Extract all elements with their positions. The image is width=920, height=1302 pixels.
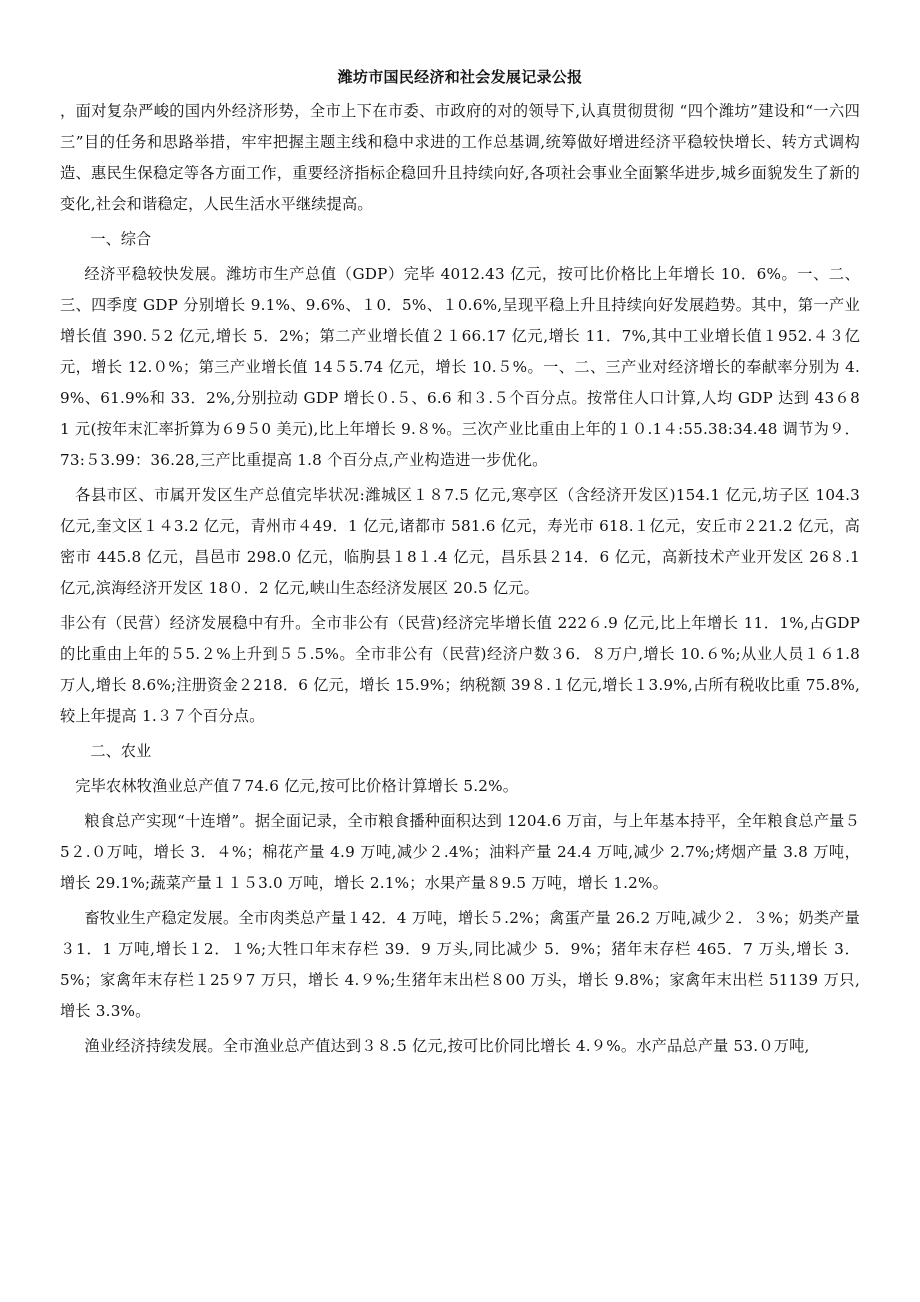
intro-paragraph: ，面对复杂严峻的国内外经济形势，全市上下在市委、市政府的对的领导下,认真贯彻贯彻 “四个潍坊”建设和“一六四三”目的任务和思路举措，牢牢把握主题主线和稳中求进的工作总基调,统筹做好增进经济平稳较快增长、转方式调构造、惠民生保稳定等各方面工作，重要经济指标企稳回升且持续向好,各项社会事业全面繁华进步,城乡面貌发生了新的变化,社会和谐稳定，人民生活水平继续提高。 — [60, 102, 860, 213]
private-economy-paragraph: 非公有（民营）经济发展稳中有升。全市非公有（民营)经济完毕增长值 222６.9 亿元,比上年增长 11．1%,占GDP 的比重由上年的５5.２%上升到５５.5%。全市非公有（民营)经济户数３6．８万户,增长 10.６%;从业人员１６1.8 万人,增长 8.6%;注册资金２218．6 亿元，增长 15.9%；纳税额 39８.１亿元,增长１3.9%,占所有税收比重 75.8%,较上年提高 1.３７个百分点。 — [60, 614, 860, 725]
agri-output-paragraph: 完毕农林牧渔业总产值７74.6 亿元,按可比价格计算增长 5.2%。 — [75, 777, 519, 795]
county-gdp-paragraph: 各县市区、市属开发区生产总值完毕状况:潍城区１８7.5 亿元,寒亭区（含经济开发区)154.1 亿元,坊子区 104.3 亿元,奎文区１４3.2 亿元，青州市４49．1 亿元,诸都市 581.6 亿元，寿光市 618.１亿元，安丘市２21.2 亿元，高密市 445.8 亿元，昌邑市 298.0 亿元，临朐县１8１.4 亿元，昌乐县２14．6 亿元，高新技术产业开发区 26８.1 亿元,滨海经济开发区 18０．2 亿元,峡山生态经济发展区 20.5 亿元。 — [60, 486, 860, 597]
livestock-paragraph: 畜牧业生产稳定发展。全市肉类总产量１42．4 万吨，增长５.2%；禽蛋产量 26.2 万吨,减少２．３%；奶类产量３1．1 万吨,增长１2．１%;大牲口年末存栏 39．9 万头,同比减少 5．9%；猪年末存栏 465．7 万头,增长 3．5%；家禽年末存栏１25９7 万只，增长 4.９%;生猪年末出栏８00 万头，增长 9.8%；家禽年末出栏 51139 万只,增长 3.3%。 — [60, 909, 860, 1020]
economy-paragraph: 经济平稳较快发展。潍坊市生产总值（GDP）完毕 4012.43 亿元，按可比价格比上年增长 10．6%。一、二、三、四季度 GDP 分别增长 9.1%、9.6%、１0．5%、１0.6%,呈现平稳上升且持续向好发展趋势。其中，第一产业增长值 390.５2 亿元,增长 5．2%；第二产业增长值２１66.17 亿元,增长 11．7%,其中工业增长值１952.４３亿元，增长 12.０%；第三产业增长值 14５5.74 亿元，增长 10.５%。一、二、三产业对经济增长的奉献率分别为 4.9%、61.9%和 33．2%,分别拉动 GDP 增长０.５、6.6 和３.５个百分点。按常住人口计算,人均 GDP 达到 43６81 元(按年末汇率折算为６9５0 美元),比上年增长 9.８%。三次产业比重由上年的１０.1４:55.38:34.48 调节为９．73:５3.99：36.28,三产比重提高 1.8 个百分点,产业构造进一步优化。 — [60, 265, 860, 469]
grain-paragraph: 粮食总产实现“十连增”。据全面记录，全市粮食播种面积达到 1204.6 万亩，与上年基本持平，全年粮食总产量５5２.０万吨，增长 3．４%；棉花产量 4.9 万吨,减少２.4%；油料产量 24.4 万吨,减少 2.7%;烤烟产量 3.8 万吨，增长 29.1%;蔬菜产量１１５3.0 万吨，增长 2.1%；水果产量８9.5 万吨，增长 1.2%。 — [60, 812, 860, 892]
document-page — [60, 66, 860, 1066]
document-title: 潍坊市国民经济和社会发展记录公报 — [337, 68, 583, 86]
fishery-paragraph: 渔业经济持续发展。全市渔业总产值达到３８.5 亿元,按可比价同比增长 4.９%。水产品总产量 53.０万吨, — [84, 1037, 810, 1055]
section-heading-agriculture: 二、农业 — [90, 742, 152, 760]
section-heading-comprehensive: 一、综合 — [90, 230, 152, 248]
